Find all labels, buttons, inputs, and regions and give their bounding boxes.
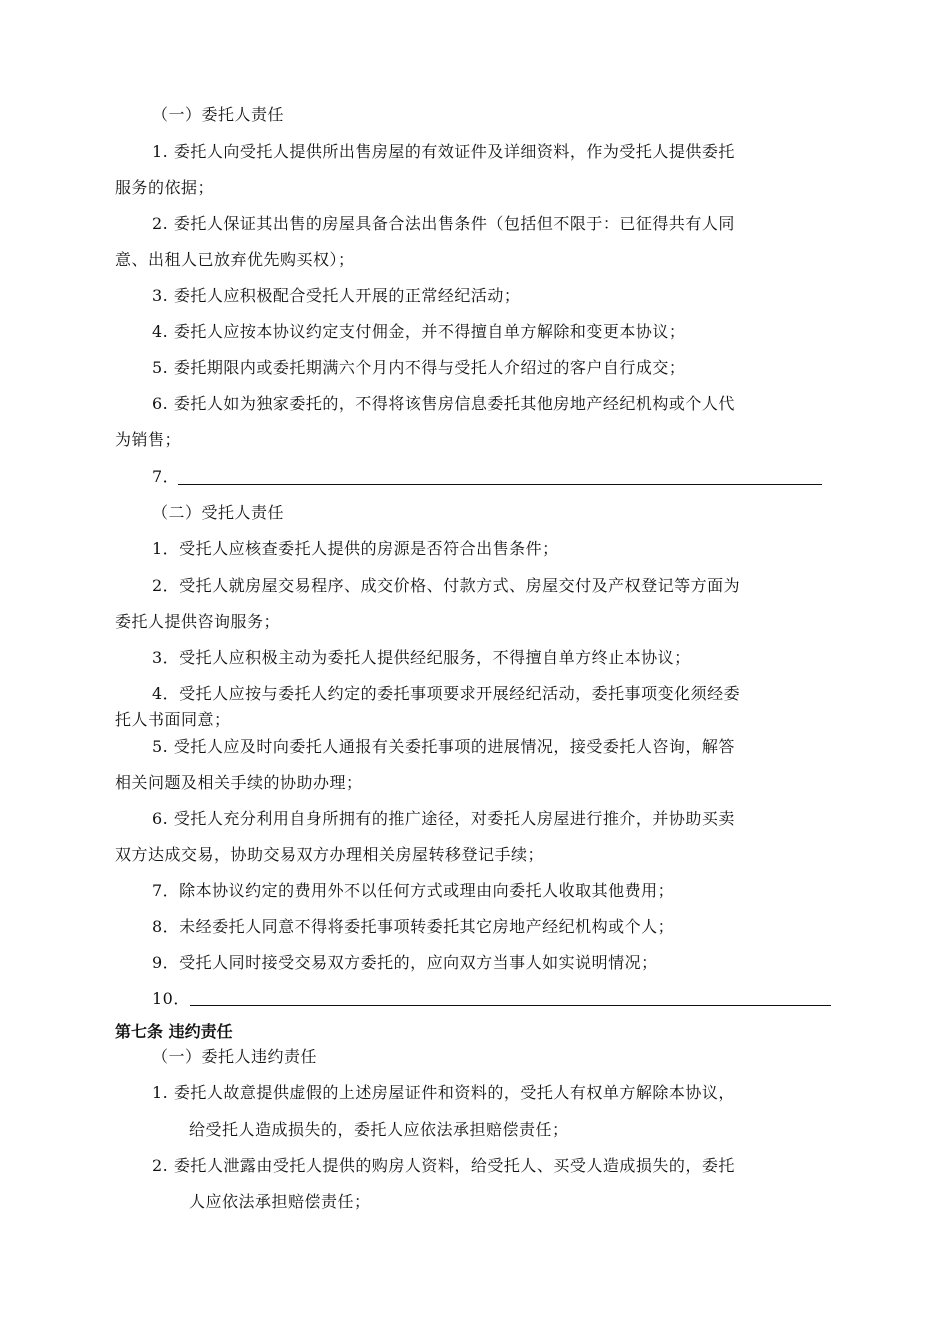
clause-line: 3. 委托人应积极配合受托人开展的正常经纪活动；: [152, 286, 521, 305]
clause-line: 2. 委托人泄露由受托人提供的购房人资料，给受托人、买受人造成损失的，委托: [152, 1156, 735, 1175]
clause-line: 托人书面同意；: [115, 710, 231, 729]
clause-line: 6. 委托人如为独家委托的，不得将该售房信息委托其他房地产经纪机构或个人代: [152, 394, 735, 413]
clause-line: 委托人提供咨询服务；: [115, 612, 281, 631]
clause-line: 5. 受托人应及时向委托人通报有关委托事项的进展情况，接受委托人咨询，解答: [152, 737, 735, 756]
clause-line: 人应依法承担赔偿责任；: [189, 1192, 371, 1211]
fill-in-blank-line: [190, 1005, 831, 1006]
clause-line: 2．受托人就房屋交易程序、成交价格、付款方式、房屋交付及产权登记等方面为: [152, 576, 741, 595]
clause-line: 4．受托人应按与委托人约定的委托事项要求开展经纪活动，委托事项变化须经委: [152, 684, 741, 703]
clause-line: 1．受托人应核查委托人提供的房源是否符合出售条件；: [152, 539, 559, 558]
clause-line: 7．除本协议约定的费用外不以任何方式或理由向委托人收取其他费用；: [152, 881, 675, 900]
clause-line: 5. 委托期限内或委托期满六个月内不得与受托人介绍过的客户自行成交；: [152, 358, 686, 377]
section-heading: （二）受托人责任: [152, 503, 285, 522]
blank-clause-number: 10．: [152, 989, 190, 1008]
clause-line: 意、出租人已放弃优先购买权）；: [115, 250, 355, 269]
clause-line: 双方达成交易，协助交易双方办理相关房屋转移登记手续；: [115, 845, 545, 864]
clause-line: 给受托人造成损失的，委托人应依法承担赔偿责任；: [189, 1120, 569, 1139]
clause-line: 相关问题及相关手续的协助办理；: [115, 773, 363, 792]
section-heading: （一）委托人责任: [152, 105, 285, 124]
article-title: 第七条 违约责任: [115, 1022, 233, 1041]
clause-line: 服务的依据；: [115, 178, 215, 197]
clause-line: 3．受托人应积极主动为委托人提供经纪服务，不得擅自单方终止本协议；: [152, 648, 691, 667]
section-heading: （一）委托人违约责任: [152, 1047, 318, 1066]
fill-in-blank-line: [178, 484, 822, 485]
clause-line: 2. 委托人保证其出售的房屋具备合法出售条件（包括但不限于：已征得共有人同: [152, 214, 735, 233]
clause-line: 为销售；: [115, 430, 182, 449]
clause-line: 6. 受托人充分利用自身所拥有的推广途径，对委托人房屋进行推介，并协助买卖: [152, 809, 735, 828]
clause-line: 1. 委托人故意提供虚假的上述房屋证件和资料的，受托人有权单方解除本协议，: [152, 1083, 735, 1102]
clause-line: 1. 委托人向受托人提供所出售房屋的有效证件及详细资料，作为受托人提供委托: [152, 142, 735, 161]
clause-line: 4. 委托人应按本协议约定支付佣金，并不得擅自单方解除和变更本协议；: [152, 322, 686, 341]
blank-clause-number: 7．: [152, 467, 180, 486]
clause-line: 8．未经委托人同意不得将委托事项转委托其它房地产经纪机构或个人；: [152, 917, 675, 936]
clause-line: 9．受托人同时接受交易双方委托的，应向双方当事人如实说明情况；: [152, 953, 658, 972]
